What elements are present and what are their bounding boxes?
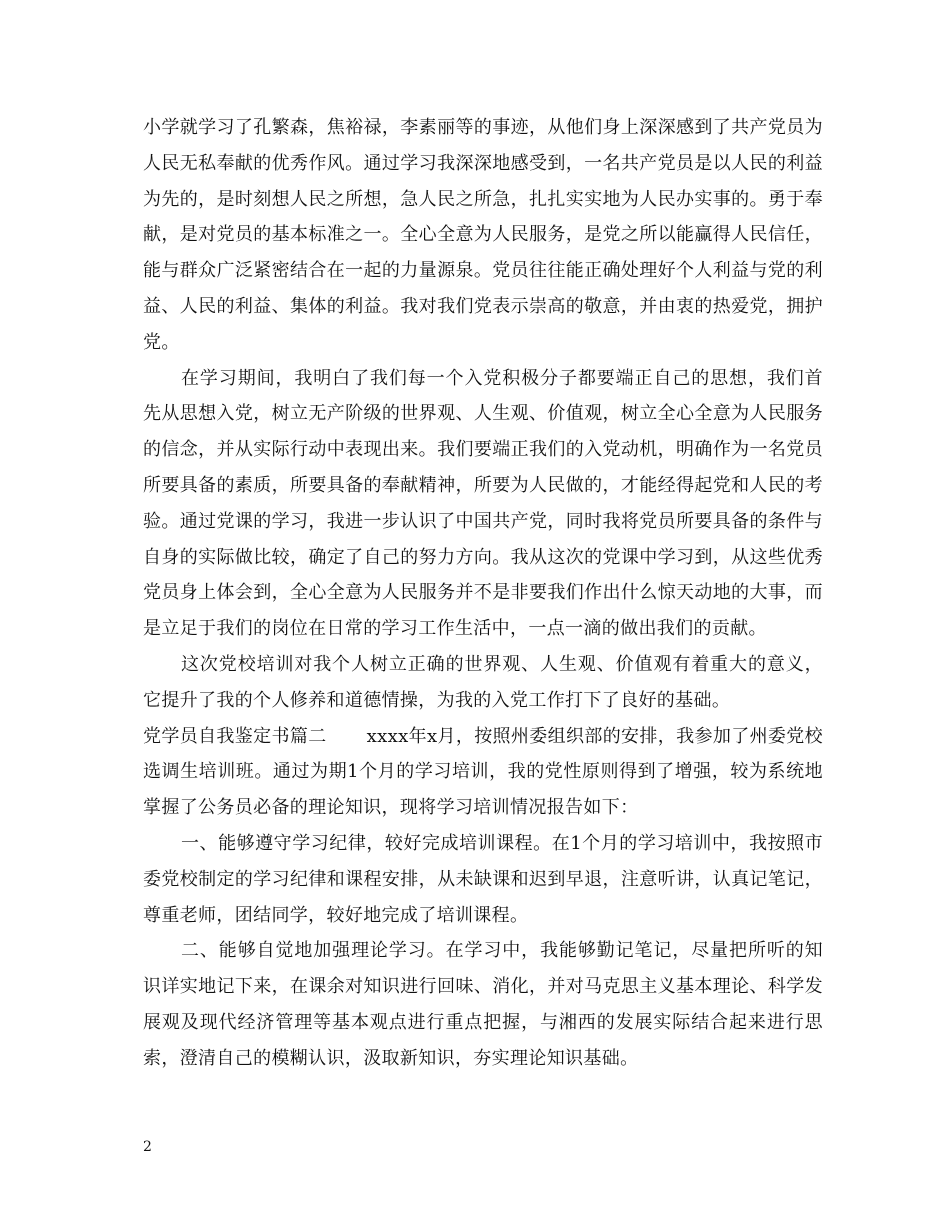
paragraph-4 <box>143 719 823 826</box>
section-heading: 党学员自我鉴定书篇二 <box>143 725 327 747</box>
document-body <box>143 110 823 1077</box>
paragraph-6: 二、能够自觉地加强理论学习。在学习中，我能够勤记笔记，尽量把所听的知识详实地记下来，在课余对知识进行回味、消化，并对马克思主义基本理论、科学发展观及现代经济管理等基本观点进行重点把握，与湘西的发展实际结合起来进行思索，澄清自己的模糊认识，汲取新知识，夯实理论知识基础。 <box>143 940 823 1069</box>
paragraph-1: 小学就学习了孔繁森，焦裕禄，李素丽等的事迹，从他们身上深深感到了共产党员为人民无私奉献的优秀作风。通过学习我深深地感受到，一名共产党员是以人民的利益为先的，是时刻想人民之所想，急人民之所急，扎扎实实地为人民办实事的。勇于奉献，是对党员的基本标准之一。全心全意为人民服务，是党之所以能赢得人民信任，能与群众广泛紧密结合在一起的力量源泉。党员往往能正确处理好个人利益与党的利益、人民的利益、集体的利益。我对我们党表示崇高的敬意，并由衷的热爱党，拥护党。 <box>143 117 823 353</box>
paragraph-3: 这次党校培训对我个人树立正确的世界观、人生观、价值观有着重大的意义，它提升了我的个人修养和道德情操，为我的入党工作打下了良好的基础。 <box>143 653 823 711</box>
paragraph-2: 在学习期间，我明白了我们每一个入党积极分子都要端正自己的思想，我们首先从思想入党，树立无产阶级的世界观、人生观、价值观，树立全心全意为人民服务的信念，并从实际行动中表现出来。我们要端正我们的入党动机，明确作为一名党员所要具备的素质，所要具备的奉献精神，所要为人民做的，才能经得起党和人民的考验。通过党课的学习，我进一步认识了中国共产党，同时我将党员所要具备的条件与自身的实际做比较，确定了自己的努力方向。我从这次的党课中学习到，从这些优秀党员身上体会到，全心全意为人民服务并不是非要我们作出什么惊天动地的大事，而是立足于我们的岗位在日常的学习工作生活中，一点一滴的做出我们的贡献。 <box>143 367 823 640</box>
paragraph-5: 一、能够遵守学习纪律，较好完成培训课程。在1个月的学习培训中，我按照市委党校制定的学习纪律和课程安排，从未缺课和迟到早退，注意听讲，认真记笔记，尊重老师，团结同学，较好地完成了培训课程。 <box>143 832 823 926</box>
page-number: 2 <box>143 1139 152 1155</box>
paragraph-4-text: xxxx年x月，按照州委组织部的安排，我参加了州委党校选调生培训班。通过为期1个月的学习培训，我的党性原则得到了增强，较为系统地掌握了公务员必备的理论知识，现将学习培训情况报告如下： <box>143 725 823 819</box>
